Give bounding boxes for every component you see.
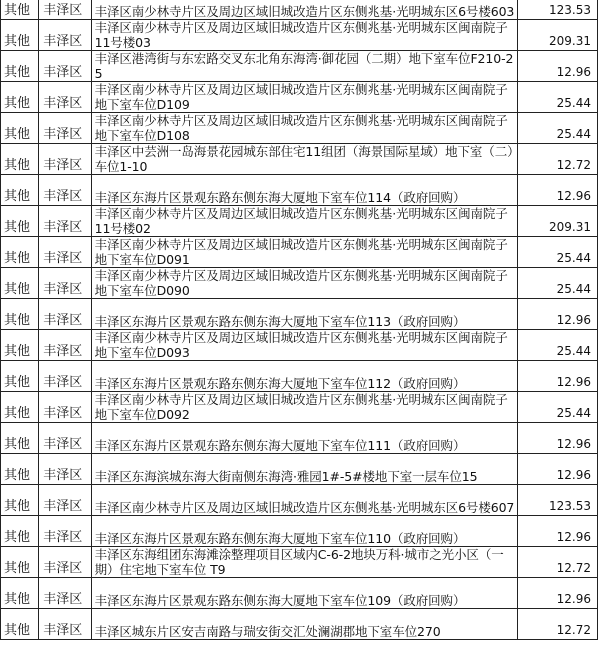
area-cell: 12.96 bbox=[518, 454, 598, 485]
description-cell: 丰泽区南少林寺片区及周边区域旧城改造片区东侧兆基·光明城东区闽南院子地下室车位D090 bbox=[91, 268, 518, 299]
table-body bbox=[1, 0, 598, 640]
district-cell: 丰泽区 bbox=[39, 516, 91, 547]
district-cell: 丰泽区 bbox=[39, 0, 91, 20]
area-cell: 12.72 bbox=[518, 144, 598, 175]
area-cell: 12.96 bbox=[518, 175, 598, 206]
type-cell: 其他 bbox=[1, 113, 39, 144]
description-cell: 丰泽区东海片区景观东路东侧东海大厦地下室车位114（政府回购） bbox=[91, 175, 518, 206]
area-cell: 25.44 bbox=[518, 392, 598, 423]
area-cell: 12.96 bbox=[518, 516, 598, 547]
type-cell: 其他 bbox=[1, 423, 39, 454]
area-cell: 12.96 bbox=[518, 299, 598, 330]
district-cell: 丰泽区 bbox=[39, 485, 91, 516]
table-row bbox=[1, 485, 598, 516]
table-row bbox=[1, 113, 598, 144]
description-cell: 丰泽区南少林寺片区及周边区域旧城改造片区东侧兆基·光明城东区闽南院子11号楼03 bbox=[91, 20, 518, 51]
table-row bbox=[1, 547, 598, 578]
district-cell: 丰泽区 bbox=[39, 20, 91, 51]
type-cell: 其他 bbox=[1, 206, 39, 237]
district-cell: 丰泽区 bbox=[39, 237, 91, 268]
type-cell: 其他 bbox=[1, 485, 39, 516]
type-cell: 其他 bbox=[1, 330, 39, 361]
table-row bbox=[1, 516, 598, 547]
description-cell: 丰泽区东海滨城东海大街南侧东海湾·雅园1#-5#楼地下室一层车位15 bbox=[91, 454, 518, 485]
area-cell: 12.96 bbox=[518, 578, 598, 609]
type-cell: 其他 bbox=[1, 175, 39, 206]
district-cell: 丰泽区 bbox=[39, 206, 91, 237]
type-cell: 其他 bbox=[1, 392, 39, 423]
district-cell: 丰泽区 bbox=[39, 578, 91, 609]
district-cell: 丰泽区 bbox=[39, 82, 91, 113]
description-cell: 丰泽区港湾街与东宏路交叉东北角东海湾·御花园（二期）地下室车位F210-25 bbox=[91, 51, 518, 82]
area-cell: 25.44 bbox=[518, 82, 598, 113]
district-cell: 丰泽区 bbox=[39, 51, 91, 82]
table-row bbox=[1, 20, 598, 51]
area-cell: 25.44 bbox=[518, 237, 598, 268]
area-cell: 12.96 bbox=[518, 51, 598, 82]
description-cell: 丰泽区东海片区景观东路东侧东海大厦地下室车位112（政府回购） bbox=[91, 361, 518, 392]
table-row bbox=[1, 454, 598, 485]
area-cell: 25.44 bbox=[518, 113, 598, 144]
description-cell: 丰泽区东海组团东海滩涂整理项目区域内C-6-2地块万科·城市之光小区（一期）住宅地下室车位 T9 bbox=[91, 547, 518, 578]
area-cell: 12.96 bbox=[518, 361, 598, 392]
type-cell: 其他 bbox=[1, 609, 39, 640]
district-cell: 丰泽区 bbox=[39, 609, 91, 640]
table-row bbox=[1, 206, 598, 237]
description-cell: 丰泽区东海片区景观东路东侧东海大厦地下室车位111（政府回购） bbox=[91, 423, 518, 454]
district-cell: 丰泽区 bbox=[39, 547, 91, 578]
type-cell: 其他 bbox=[1, 578, 39, 609]
description-cell: 丰泽区南少林寺片区及周边区域旧城改造片区东侧兆基·光明城东区闽南院子地下室车位D108 bbox=[91, 113, 518, 144]
table-row bbox=[1, 578, 598, 609]
district-cell: 丰泽区 bbox=[39, 299, 91, 330]
description-cell: 丰泽区南少林寺片区及周边区域旧城改造片区东侧兆基·光明城东区6号楼607 bbox=[91, 485, 518, 516]
description-cell: 丰泽区东海片区景观东路东侧东海大厦地下室车位113（政府回购） bbox=[91, 299, 518, 330]
description-cell: 丰泽区南少林寺片区及周边区域旧城改造片区东侧兆基·光明城东区闽南院子地下室车位D091 bbox=[91, 237, 518, 268]
area-cell: 209.31 bbox=[518, 206, 598, 237]
type-cell: 其他 bbox=[1, 454, 39, 485]
table-row bbox=[1, 299, 598, 330]
description-cell: 丰泽区南少林寺片区及周边区域旧城改造片区东侧兆基·光明城东区闽南院子地下室车位D093 bbox=[91, 330, 518, 361]
district-cell: 丰泽区 bbox=[39, 175, 91, 206]
area-cell: 12.72 bbox=[518, 547, 598, 578]
area-cell: 12.96 bbox=[518, 423, 598, 454]
district-cell: 丰泽区 bbox=[39, 454, 91, 485]
table-row bbox=[1, 144, 598, 175]
district-cell: 丰泽区 bbox=[39, 268, 91, 299]
table-row bbox=[1, 361, 598, 392]
table-row bbox=[1, 268, 598, 299]
description-cell: 丰泽区中芸洲一岛海景花园城东部住宅11组团（海景国际星域）地下室（二）车位1-10 bbox=[91, 144, 518, 175]
district-cell: 丰泽区 bbox=[39, 392, 91, 423]
area-cell: 25.44 bbox=[518, 330, 598, 361]
table-row bbox=[1, 175, 598, 206]
description-cell: 丰泽区东海片区景观东路东侧东海大厦地下室车位110（政府回购） bbox=[91, 516, 518, 547]
table-row bbox=[1, 51, 598, 82]
description-cell: 丰泽区南少林寺片区及周边区域旧城改造片区东侧兆基·光明城东区闽南院子地下室车位D092 bbox=[91, 392, 518, 423]
description-cell: 丰泽区南少林寺片区及周边区域旧城改造片区东侧兆基·光明城东区闽南院子地下室车位D109 bbox=[91, 82, 518, 113]
district-cell: 丰泽区 bbox=[39, 423, 91, 454]
district-cell: 丰泽区 bbox=[39, 330, 91, 361]
type-cell: 其他 bbox=[1, 237, 39, 268]
table-row bbox=[1, 392, 598, 423]
district-cell: 丰泽区 bbox=[39, 361, 91, 392]
description-cell: 丰泽区城东片区安吉南路与瑞安街交汇处澜湖郡地下室车位270 bbox=[91, 609, 518, 640]
type-cell: 其他 bbox=[1, 547, 39, 578]
type-cell: 其他 bbox=[1, 361, 39, 392]
district-cell: 丰泽区 bbox=[39, 144, 91, 175]
type-cell: 其他 bbox=[1, 20, 39, 51]
description-cell: 丰泽区南少林寺片区及周边区域旧城改造片区东侧兆基·光明城东区6号楼603 bbox=[91, 0, 518, 20]
area-cell: 209.31 bbox=[518, 20, 598, 51]
type-cell: 其他 bbox=[1, 82, 39, 113]
type-cell: 其他 bbox=[1, 299, 39, 330]
area-cell: 123.53 bbox=[518, 0, 598, 20]
type-cell: 其他 bbox=[1, 144, 39, 175]
table-row bbox=[1, 0, 598, 20]
table-row bbox=[1, 423, 598, 454]
type-cell: 其他 bbox=[1, 268, 39, 299]
area-cell: 123.53 bbox=[518, 485, 598, 516]
type-cell: 其他 bbox=[1, 516, 39, 547]
area-cell: 12.72 bbox=[518, 609, 598, 640]
description-cell: 丰泽区南少林寺片区及周边区域旧城改造片区东侧兆基·光明城东区闽南院子11号楼02 bbox=[91, 206, 518, 237]
table-row bbox=[1, 609, 598, 640]
table-row bbox=[1, 237, 598, 268]
table-row bbox=[1, 330, 598, 361]
district-cell: 丰泽区 bbox=[39, 113, 91, 144]
area-cell: 25.44 bbox=[518, 268, 598, 299]
table-row bbox=[1, 82, 598, 113]
description-cell: 丰泽区东海片区景观东路东侧东海大厦地下室车位109（政府回购） bbox=[91, 578, 518, 609]
type-cell: 其他 bbox=[1, 51, 39, 82]
type-cell: 其他 bbox=[1, 0, 39, 20]
